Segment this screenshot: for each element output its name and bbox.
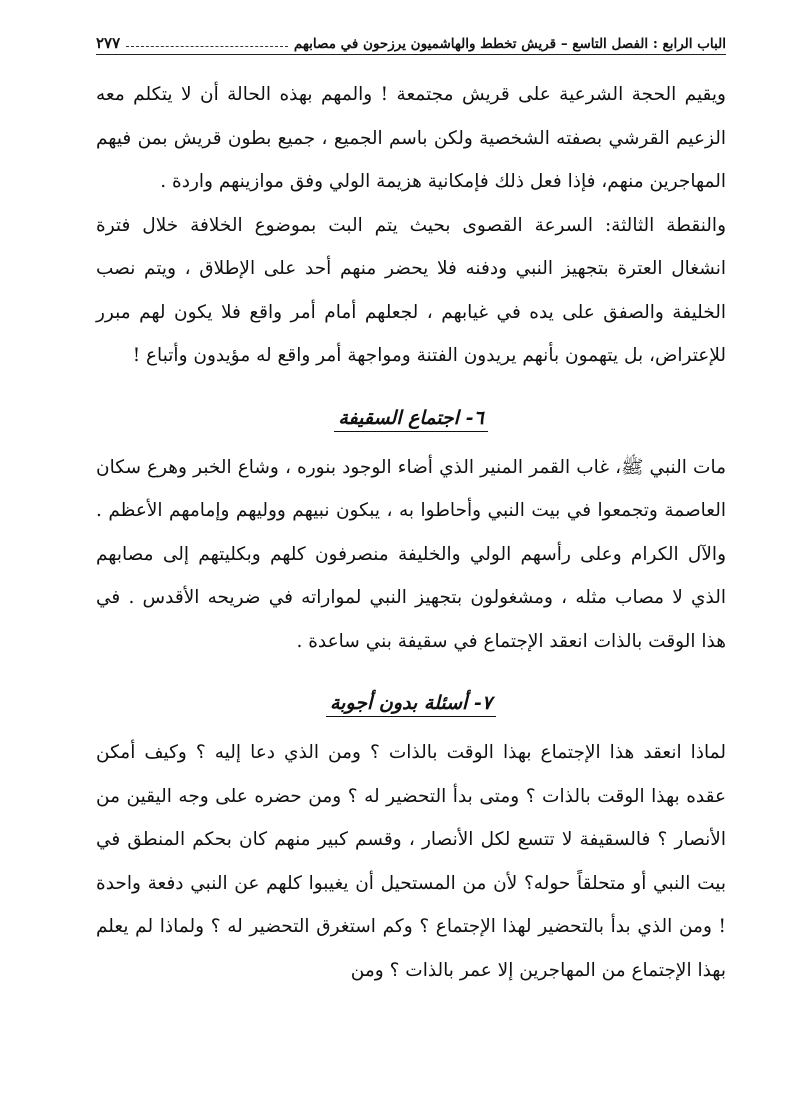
running-header-title: الباب الرابع : الفصل التاسع – قريش تخطط والهاشميون يرزحون في مصابهم [293,36,726,52]
header-leader-dots [126,46,288,47]
section-heading-questions-text: ٧- أسئلة بدون أجوبة [326,692,496,717]
book-page [96,22,726,1092]
paragraph-questions: لماذا انعقد هذا الإجتماع بهذا الوقت بالذات ؟ ومن الذي دعا إليه ؟ وكيف أمكن عقده بهذا الوقت بالذات ؟ ومتى بدأ التحضير له ؟ ومن حضره على وجه اليقين من الأنصار ؟ فالسقيفة لا تتسع لكل الأنصار ، وقسم كبير منهم كان بحكم المنطق في بيت النبي أو متحلقاً حوله؟ لأن من المستحيل أن يغيبوا كلهم عن النبي دفعة واحدة ! ومن الذي بدأ بالتحضير لهذا الإجتماع ؟ وكم استغرق التحضير له ؟ ولماذا لم يعلم بهذا الإجتماع من المهاجرين إلا عمر بالذات ؟ ومن [96,742,726,981]
section-heading-questions [96,681,726,725]
paragraph-prophet-death: مات النبي ﷺ، غاب القمر المنير الذي أضاء الوجود بنوره ، وشاع الخبر وهرع سكان العاصمة وتجمعوا في بيت النبي وأحاطوا به ، يبكون نبيهم ووليهم وإمامهم الأعظم . والآل الكرام وعلى رأسهم الولي والخليفة منصرفون كلهم وبكليتهم إلى مصابهم الذي لا مصاب مثله ، ومشغولون بتجهيز النبي لمواراته في ضريحه الأقدس . في هذا الوقت بالذات انعقد الإجتماع في سقيفة بني ساعدة . [96,456,726,652]
page-number: ٢٧٧ [96,34,121,52]
running-header [96,22,726,55]
section-heading-saqifa-text: ٦- اجتماع السقيفة [334,407,487,432]
section-heading-saqifa [96,396,726,440]
paragraph-continued: ويقيم الحجة الشرعية على قريش مجتمعة ! والمهم بهذه الحالة أن لا يتكلم معه الزعيم القرشي بصفته الشخصية ولكن باسم الجميع ، جميع بطون قريش بمن فيهم المهاجرين منهم، فإذا فعل ذلك فإمكانية هزيمة الولي وفق موازينهم واردة . [96,84,726,192]
paragraph-third-point: والنقطة الثالثة: السرعة القصوى بحيث يتم البت بموضوع الخلافة خلال فترة انشغال العترة بتجهيز النبي ودفنه فلا يحضر منهم أحد على الإطلاق ، ويتم نصب الخليفة والصفق على يده في غيابهم ، لجعلهم أمام أمر واقع فلا يكون لهم مبرر للإعتراض، بل يتهمون بأنهم يريدون الفتنة ومواجهة أمر واقع له مؤيدون وأتباع ! [96,214,726,366]
